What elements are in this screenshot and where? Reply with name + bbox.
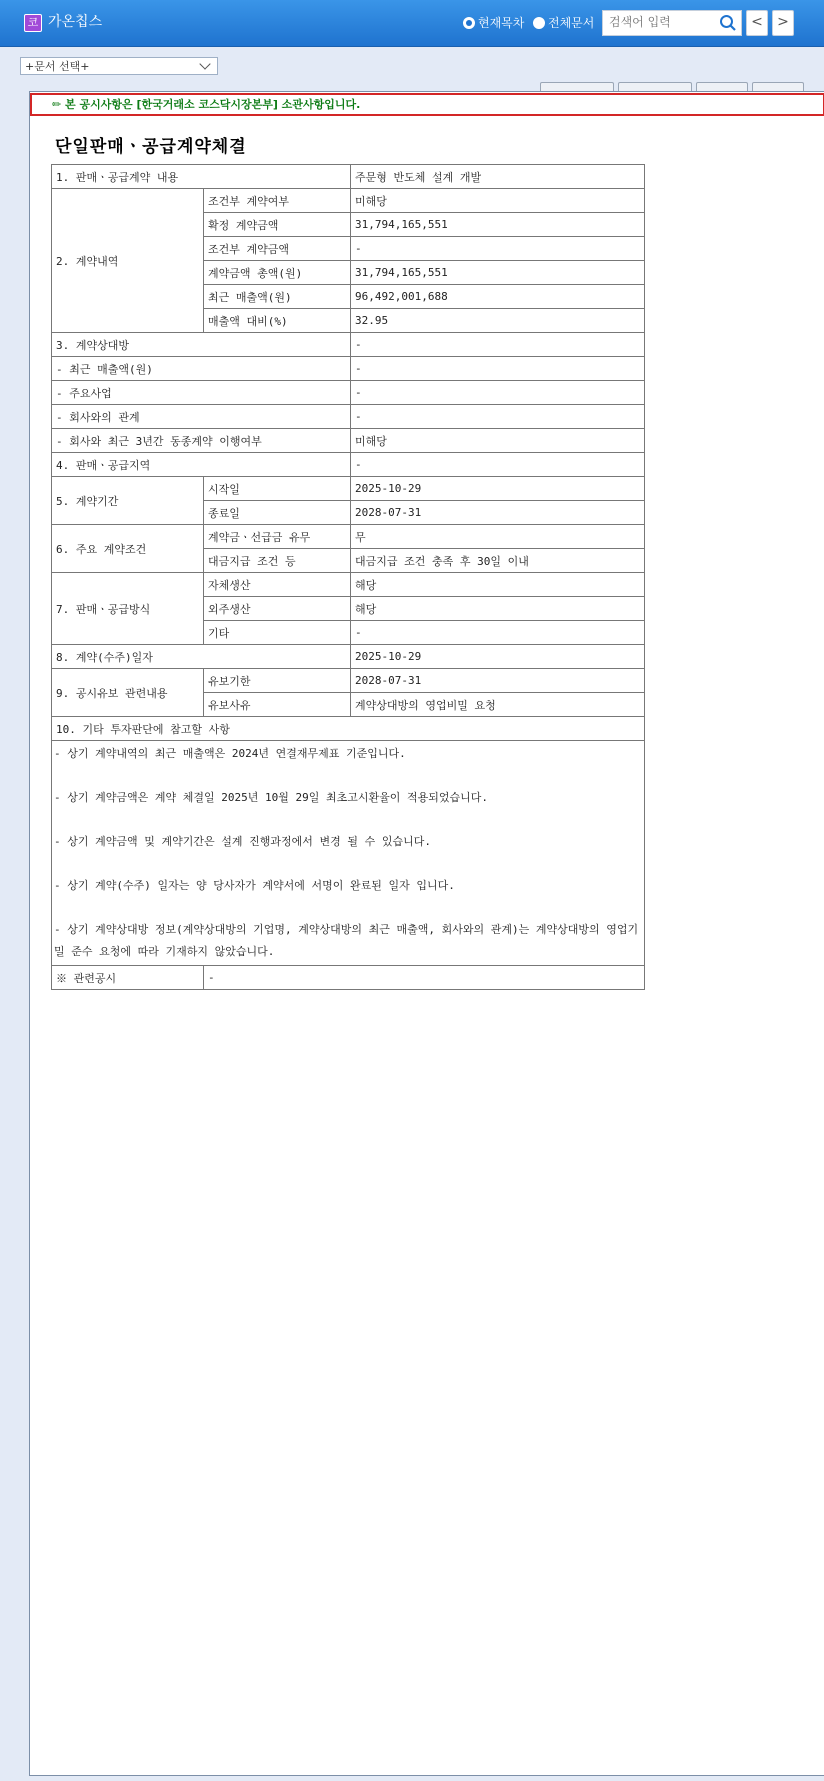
- row-label: 4. 판매ㆍ공급지역: [52, 453, 351, 477]
- sub-value: 무: [351, 525, 645, 549]
- sub-value: 2028-07-31: [351, 501, 645, 525]
- row-value: -: [351, 357, 645, 381]
- chevron-down-icon: [199, 58, 210, 69]
- row-value: -: [351, 333, 645, 357]
- table-row: [52, 453, 645, 477]
- table-row: [52, 357, 645, 381]
- radio-unselected-icon[interactable]: [533, 17, 545, 29]
- sub-label: 조건부 계약금액: [204, 237, 351, 261]
- document-select[interactable]: [20, 57, 218, 75]
- document-select-value: +문서 선택+: [25, 60, 90, 73]
- row-label: - 회사와의 관계: [52, 405, 351, 429]
- sub-value: -: [351, 621, 645, 645]
- sub-value: 해당: [351, 597, 645, 621]
- top-bar: [0, 0, 824, 47]
- sub-value: 대금지급 조건 충족 후 30일 이내: [351, 549, 645, 573]
- note-item: - 상기 계약내역의 최근 매출액은 2024년 연결재무제표 기준입니다.: [54, 747, 406, 760]
- disclosure-table: [51, 164, 645, 990]
- table-row: [52, 477, 645, 501]
- group-label: 7. 판매ㆍ공급방식: [52, 573, 204, 645]
- sub-label: 시작일: [204, 477, 351, 501]
- table-row: [52, 333, 645, 357]
- document-viewer: [29, 91, 824, 1776]
- sub-label: 외주생산: [204, 597, 351, 621]
- sub-value: 미해당: [351, 189, 645, 213]
- group-label: 5. 계약기간: [52, 477, 204, 525]
- company-logo-icon: 코: [24, 14, 42, 32]
- group-label: 9. 공시유보 관련내용: [52, 669, 204, 717]
- page-title: 단일판매ㆍ공급계약체결: [55, 137, 247, 157]
- radio-all-documents[interactable]: [533, 14, 594, 31]
- sub-label: 종료일: [204, 501, 351, 525]
- table-row: [52, 717, 645, 741]
- company-name[interactable]: 가온칩스: [48, 14, 103, 30]
- search-icon[interactable]: [719, 14, 737, 32]
- prev-button[interactable]: <: [746, 10, 768, 36]
- sub-label: 매출액 대비(%): [204, 309, 351, 333]
- note-item: - 상기 계약(수주) 일자는 양 당사자가 계약서에 서명이 완료된 일자 입니다.: [54, 879, 455, 892]
- row-label: 8. 계약(수주)일자: [52, 645, 351, 669]
- table-row: [52, 189, 645, 213]
- table-row: [52, 966, 645, 990]
- row-value: -: [204, 966, 645, 990]
- group-label: 2. 계약내역: [52, 189, 204, 333]
- table-row: [52, 381, 645, 405]
- row-label: 10. 기타 투자판단에 참고할 사항: [52, 717, 645, 741]
- sub-value: 31,794,165,551: [351, 213, 645, 237]
- row-value: -: [351, 405, 645, 429]
- sub-label: 유보기한: [204, 669, 351, 693]
- radio-current-label: 현재목차: [478, 16, 525, 30]
- sub-label: 대금지급 조건 등: [204, 549, 351, 573]
- row-label: 3. 계약상대방: [52, 333, 351, 357]
- radio-current-section[interactable]: [463, 14, 524, 31]
- row-value: -: [351, 453, 645, 477]
- sub-label: 최근 매출액(원): [204, 285, 351, 309]
- sub-label: 조건부 계약여부: [204, 189, 351, 213]
- sub-value: 2028-07-31: [351, 669, 645, 693]
- note-item: - 상기 계약금액 및 계약기간은 설계 진행과정에서 변경 될 수 있습니다.: [54, 835, 431, 848]
- table-row: [52, 405, 645, 429]
- radio-all-label: 전체문서: [548, 16, 595, 30]
- sub-label: 유보사유: [204, 693, 351, 717]
- table-row: [52, 669, 645, 693]
- radio-selected-icon[interactable]: [463, 17, 475, 29]
- search-box[interactable]: [602, 10, 742, 36]
- search-input[interactable]: [609, 13, 709, 31]
- sub-value: -: [351, 237, 645, 261]
- table-row: [52, 741, 645, 966]
- sub-value: 해당: [351, 573, 645, 597]
- sub-value: 96,492,001,688: [351, 285, 645, 309]
- note-item: - 상기 계약상대방 정보(계약상대방의 기업명, 계약상대방의 최근 매출액, 회사와의 관계)는 계약상대방의 영업기밀 준수 요청에 따라 기재하지 않았습니다.: [54, 923, 639, 958]
- next-button[interactable]: >: [772, 10, 794, 36]
- row-label: - 최근 매출액(원): [52, 357, 351, 381]
- row-label: 1. 판매ㆍ공급계약 내용: [52, 165, 351, 189]
- table-row: [52, 645, 645, 669]
- sub-label: 자체생산: [204, 573, 351, 597]
- row-label: ※ 관련공시: [52, 966, 204, 990]
- sub-label: 기타: [204, 621, 351, 645]
- sub-value: 32.95: [351, 309, 645, 333]
- jurisdiction-notice: ✏ 본 공시사항은 [한국거래소 코스닥시장본부] 소관사항입니다.: [30, 93, 824, 116]
- table-row: [52, 525, 645, 549]
- sub-label: 계약금액 총액(원): [204, 261, 351, 285]
- row-value: 주문형 반도체 설계 개발: [351, 165, 645, 189]
- sub-value: 31,794,165,551: [351, 261, 645, 285]
- row-value: 2025-10-29: [351, 645, 645, 669]
- group-label: 6. 주요 계약조건: [52, 525, 204, 573]
- row-value: -: [351, 381, 645, 405]
- table-row: [52, 573, 645, 597]
- sub-label: 확정 계약금액: [204, 213, 351, 237]
- notes-cell: [52, 741, 645, 966]
- sub-label: 계약금ㆍ선급금 유무: [204, 525, 351, 549]
- row-value: 미해당: [351, 429, 645, 453]
- row-label: - 회사와 최근 3년간 동종계약 이행여부: [52, 429, 351, 453]
- sub-value: 2025-10-29: [351, 477, 645, 501]
- note-item: - 상기 계약금액은 계약 체결일 2025년 10월 29일 최초고시환율이 적용되었습니다.: [54, 791, 488, 804]
- table-row: [52, 429, 645, 453]
- table-row: [52, 165, 645, 189]
- row-label: - 주요사업: [52, 381, 351, 405]
- sub-value: 계약상대방의 영업비밀 요청: [351, 693, 645, 717]
